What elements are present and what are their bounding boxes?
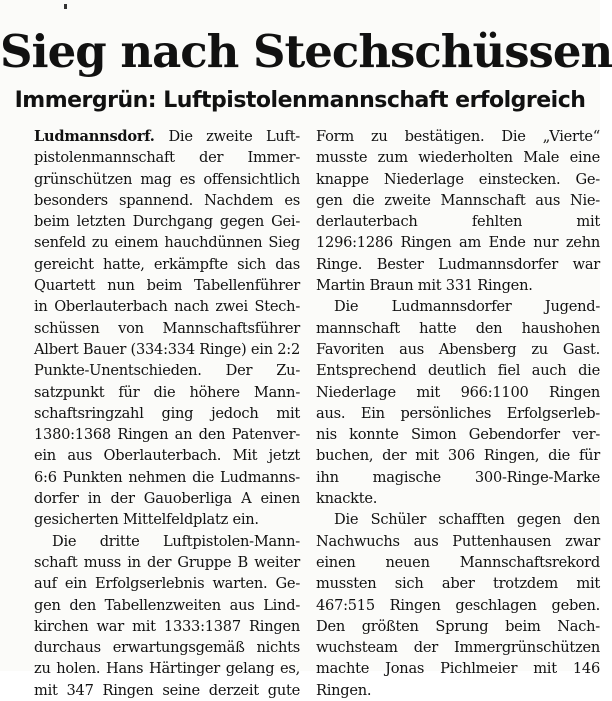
article-line: 1380:1368 Ringen an den Patenver- — [34, 426, 300, 444]
article-line: zu holen. Hans Härtinger gelang es, — [34, 660, 300, 678]
article-dateline: Ludmannsdorf. — [34, 128, 169, 145]
article-line: pistolenmannschaft der Immer- — [34, 149, 300, 167]
article-line: grünschützen mag es offensichtlich — [34, 170, 300, 188]
article-line: Den größten Sprung beim Nach- — [316, 617, 600, 635]
article-line: nis konnte Simon Gebendorfer ver- — [316, 426, 600, 444]
article-line: wuchsteam der Immergrünschützen — [316, 639, 600, 657]
article-line: aus. Ein persönliches Erfolgserleb- — [316, 404, 600, 422]
article-line: musste zum wiederholten Male eine — [316, 149, 600, 167]
article-line: gesicherten Mittelfeldplatz ein. — [34, 511, 259, 529]
article-line: Die dritte Luftpistolen-Mann- — [52, 532, 300, 550]
article-line: schüssen von Mannschaftsführer — [34, 319, 300, 337]
article-line: mannschaft hatte den haushohen — [316, 319, 600, 337]
article-line: gereicht hatte, erkämpfte sich das — [34, 255, 300, 273]
article-line: einen neuen Mannschaftsrekord — [316, 553, 600, 571]
article-line: kirchen war mit 1333:1387 Ringen — [34, 617, 300, 635]
article-line: gen die zweite Mannschaft aus Nie- — [316, 191, 600, 209]
article-line: knackte. — [316, 490, 378, 508]
article-line: Die Schüler schafften gegen den — [334, 511, 600, 529]
article-line: ein aus Oberlauterbach. Mit jetzt — [34, 447, 300, 465]
article-line: senfeld zu einem hauchdünnen Sieg — [34, 234, 300, 252]
article-line: schaft muss in der Gruppe B weiter — [34, 553, 300, 571]
article-line: mit 347 Ringen seine derzeit gute — [34, 681, 300, 699]
article-line: schaftsringzahl ging jedoch mit — [34, 404, 300, 422]
article-line: Entsprechend deutlich fiel auch die — [316, 362, 600, 380]
article-line: Nachwuchs aus Puttenhausen zwar — [316, 532, 600, 550]
article-column-right — [316, 126, 600, 701]
article-line: Niederlage mit 966:1100 Ringen — [316, 383, 600, 401]
article-line: beim letzten Durchgang gegen Gei- — [34, 213, 300, 231]
article-line: machte Jonas Pichlmeier mit 146 — [316, 660, 600, 678]
article-line: Die Ludmannsdorfer Jugend- — [334, 298, 600, 316]
article-line: Ringe. Bester Ludmannsdorfer war — [316, 255, 600, 273]
article-line — [34, 126, 300, 147]
article-line: Punkte-Unentschieden. Der Zu- — [34, 362, 300, 380]
article-line: Quartett nun beim Tabellenführer — [34, 277, 300, 295]
article-line: durchaus erwartungsgemäß nichts — [34, 639, 300, 657]
article-line: ihn magische 300-Ringe-Marke — [316, 468, 600, 486]
article-line: Ringen. — [316, 681, 372, 699]
article-subheadline: Immergrün: Luftpistolenmannschaft erfolgreich — [14, 88, 586, 113]
article-line: dorfer in der Gauoberliga A einen — [34, 490, 300, 508]
article-line: 6:6 Punkten nehmen die Ludmanns- — [34, 468, 300, 486]
article-line: 467:515 Ringen geschlagen geben. — [316, 596, 600, 614]
article-line: Form zu bestätigen. Die „Vierte“ — [316, 128, 600, 145]
article-column-left — [34, 126, 300, 701]
article-line: Albert Bauer (334:334 Ringe) ein 2:2 — [34, 340, 300, 358]
article-line: satzpunkt für die höhere Mann- — [34, 383, 300, 401]
scan-speck — [64, 4, 67, 9]
article-line: 1296:1286 Ringen am Ende nur zehn — [316, 234, 600, 252]
article-line: buchen, der mit 306 Ringen, die für — [316, 447, 600, 465]
article-line: Martin Braun mit 331 Ringen. — [316, 277, 533, 295]
article-headline: Sieg nach Stechschüssen — [0, 25, 612, 78]
article-line: Favoriten aus Abensberg zu Gast. — [316, 340, 600, 358]
article-line: mussten sich aber trotzdem mit — [316, 575, 600, 593]
article-line: besonders spannend. Nachdem es — [34, 191, 300, 209]
article-line: in Oberlauterbach nach zwei Stech- — [34, 298, 300, 316]
article-line-text: Die zweite Luft- — [168, 128, 300, 145]
article-line: knappe Niederlage einstecken. Ge- — [316, 170, 600, 188]
article-line: gen den Tabellenzweiten aus Lind- — [34, 596, 300, 614]
article-line: derlauterbach fehlten mit — [316, 213, 600, 231]
article-line: auf ein Erfolgserlebnis warten. Ge- — [34, 575, 300, 593]
